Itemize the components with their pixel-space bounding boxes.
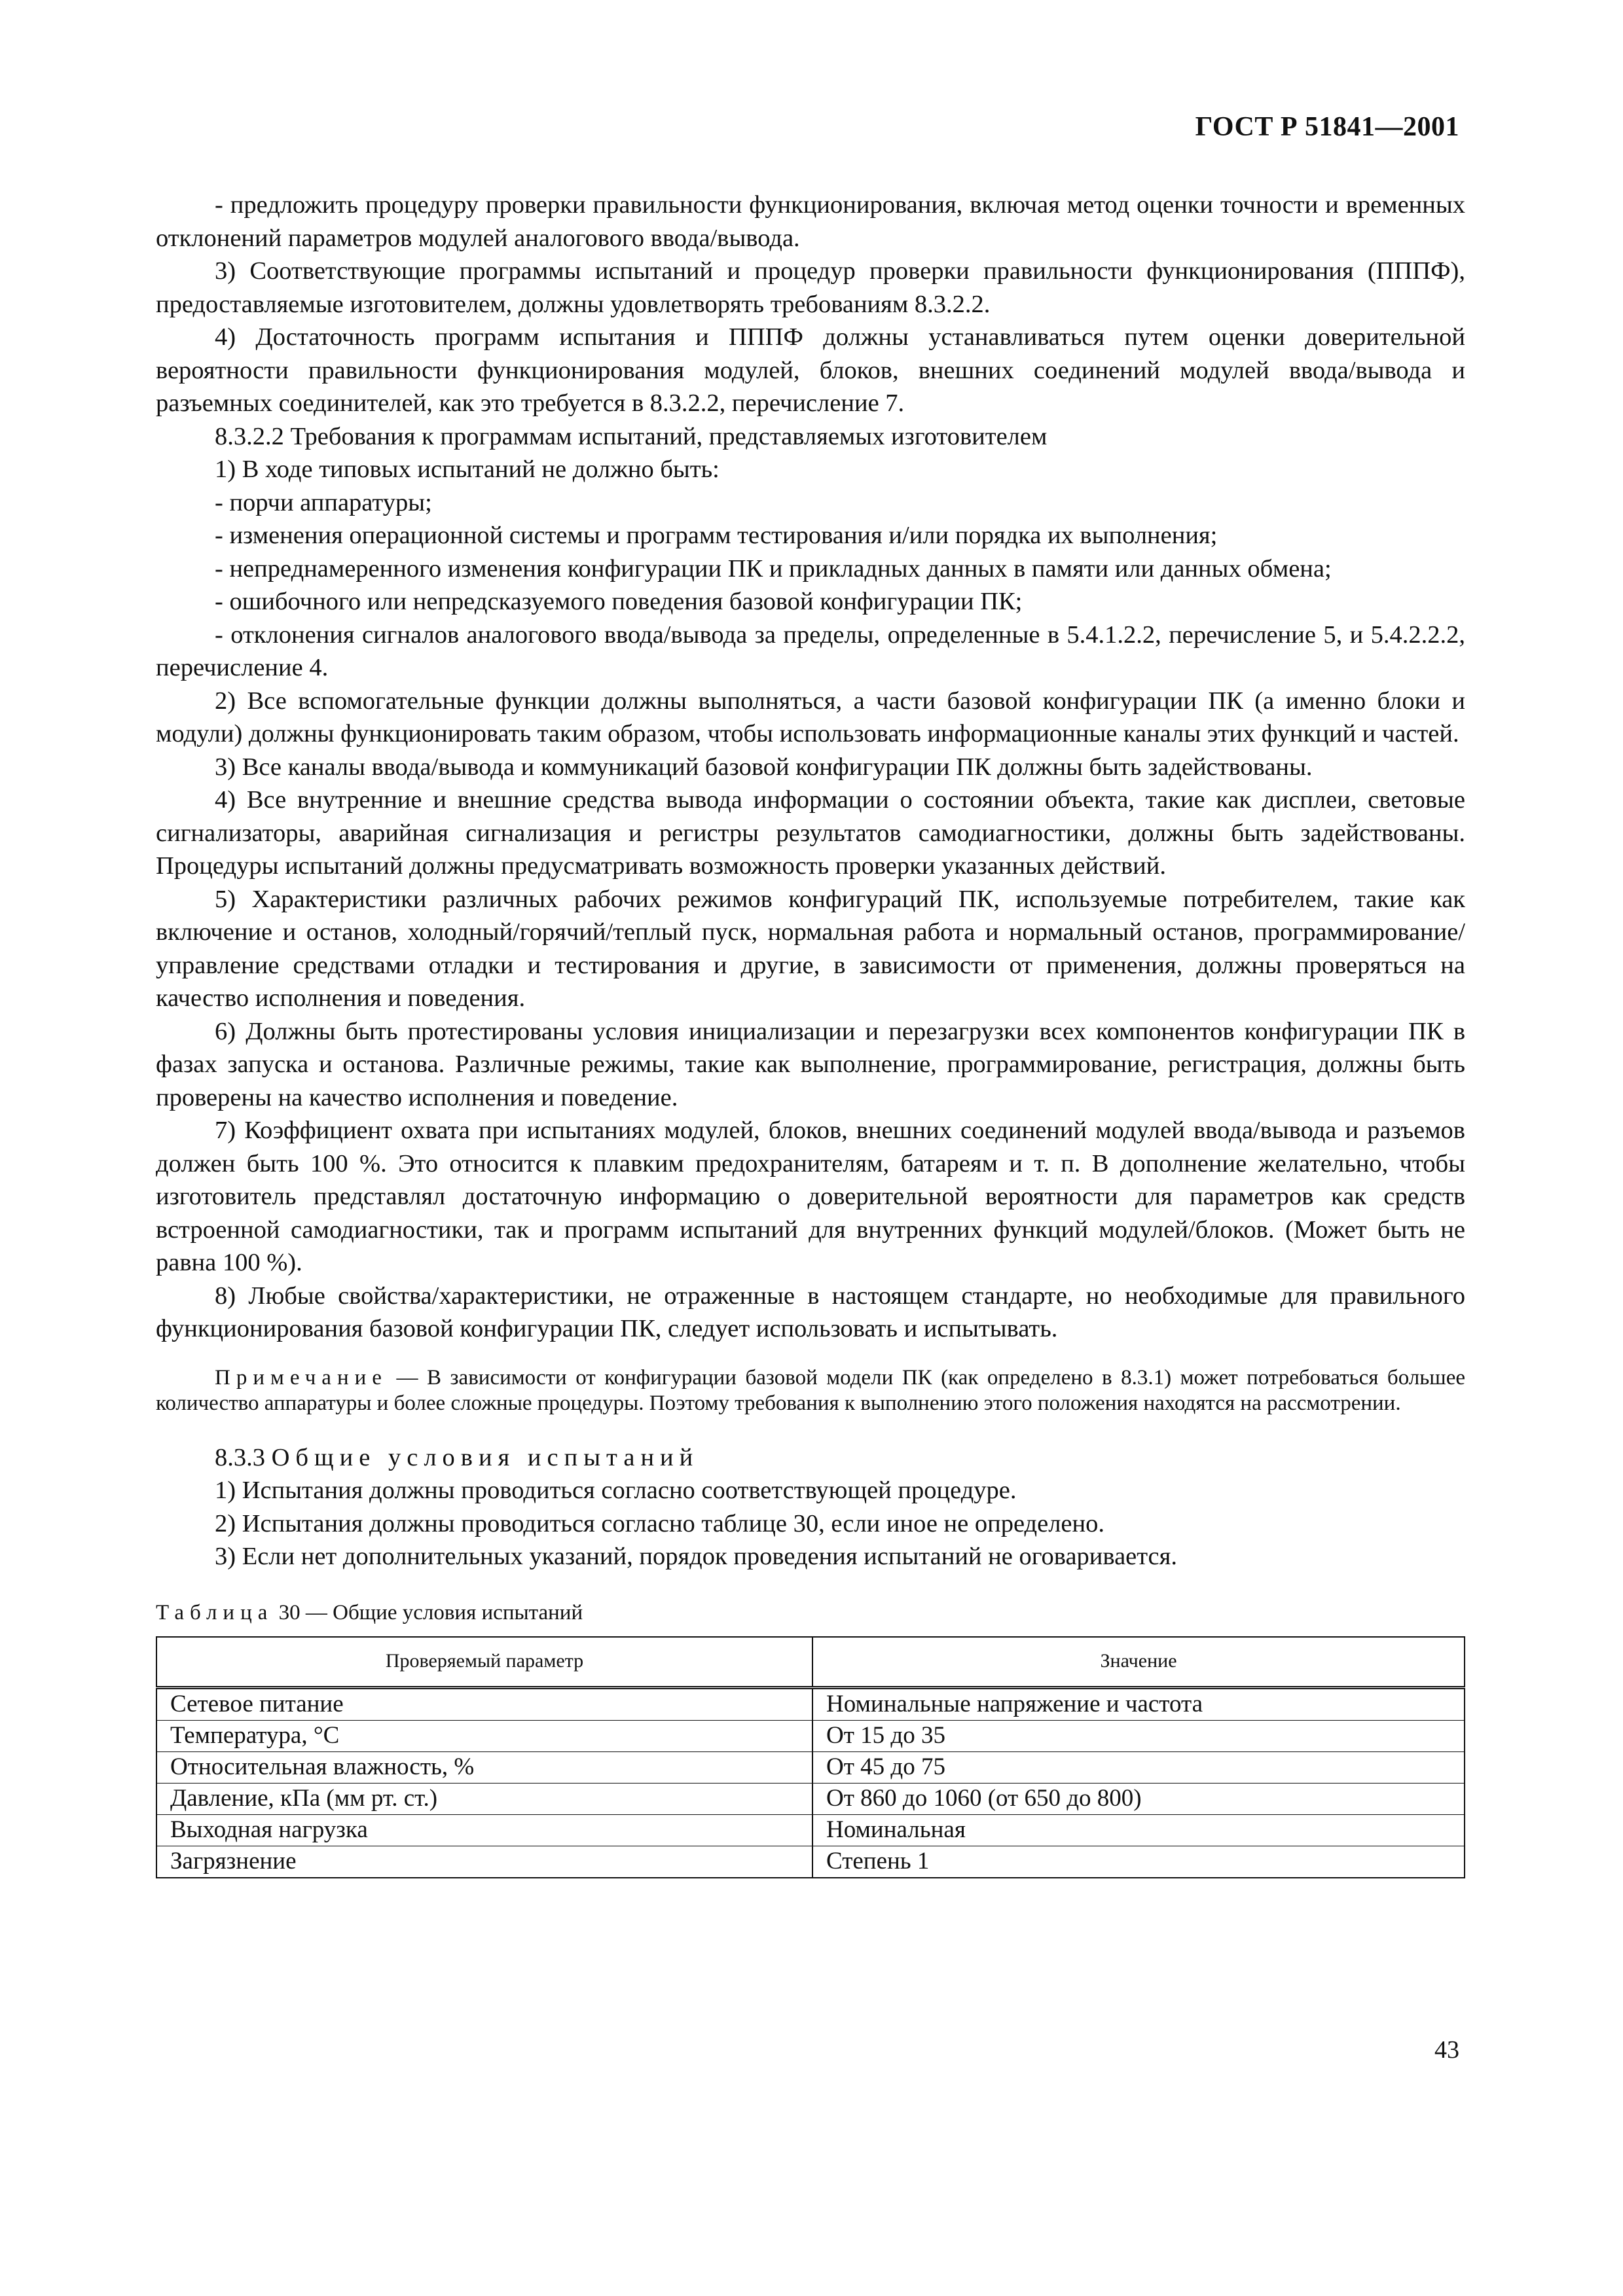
table-cell: Номинальные напряжение и частота <box>812 1687 1465 1720</box>
paragraph: 6) Должны быть протестированы условия инициализации и перезагрузки всех компонентов конфигурации ПК в фазах запуска и останова. Различные режимы, такие как выполнение, программирование, регистрация, должны быть проверены на качество исполнения и поведение. <box>156 1017 1465 1111</box>
table-row <box>156 1783 1465 1814</box>
table-header-row <box>156 1637 1465 1688</box>
paragraph: 8) Любые свойства/характеристики, не отраженные в настоящем стандарте, но необходимые для правильного функционирования базовой конфигурации ПК, следует использовать и испытывать. <box>156 1282 1465 1342</box>
paragraph: 4) Достаточность программ испытания и ПППФ должны устанавливаться путем оценки доверительной вероятности правильности функционирования модулей, блоков, внешних соединений модулей ввода/вывода и разъемных соединителей, как это требуется в 8.3.2.2, перечисление 7. <box>156 323 1465 417</box>
table-cell: Относительная влажность, % <box>156 1751 812 1783</box>
table-caption-text: 30 — Общие условия испытаний <box>273 1600 583 1624</box>
table-cell: Температура, °С <box>156 1720 812 1751</box>
document-body <box>156 188 1465 1878</box>
table-cell: Степень 1 <box>812 1846 1465 1878</box>
table-row <box>156 1846 1465 1878</box>
list-item: - отклонения сигналов аналогового ввода/вывода за пределы, определенные в 5.4.1.2.2, перечисление 5, и 5.4.2.2.2, перечисление 4. <box>156 620 1465 681</box>
table-cell: Загрязнение <box>156 1846 812 1878</box>
table-cell: От 45 до 75 <box>812 1751 1465 1783</box>
note-label: Примечание <box>215 1365 388 1390</box>
document-id-header: ГОСТ Р 51841—2001 <box>1195 112 1459 142</box>
note-text: — В зависимости от конфигурации базовой модели ПК (как определено в 8.3.1) может потребоваться большее количество аппаратуры и более сложные процедуры. Поэтому требования к выполнению этого положения находятся на рассмотрении. <box>156 1365 1465 1415</box>
section-heading <box>156 1441 1465 1475</box>
list-item: - изменения операционной системы и программ тестирования и/или порядка их выполнения; <box>215 522 1218 549</box>
paragraph: 3) Все каналы ввода/вывода и коммуникаций базовой конфигурации ПК должны быть задействованы. <box>215 753 1313 781</box>
page-number: 43 <box>1434 2036 1459 2064</box>
table-cell: Номинальная <box>812 1814 1465 1846</box>
paragraph: 4) Все внутренние и внешние средства вывода информации о состоянии объекта, такие как дисплеи, световые сигнализаторы, аварийная сигнализация и регистры результатов самодиагностики, должны быть задействованы. Процедуры испытаний должны предусматривать возможность проверки указанных действий. <box>156 786 1465 880</box>
table-row <box>156 1814 1465 1846</box>
table-caption <box>156 1600 1465 1626</box>
conditions-table <box>156 1636 1465 1878</box>
table-cell: Давление, кПа (мм рт. ст.) <box>156 1783 812 1814</box>
clause-heading: 8.3.2.2 Требования к программам испытаний, представляемых изготовителем <box>215 422 1048 450</box>
table-cell: От 15 до 35 <box>812 1720 1465 1751</box>
paragraph: - предложить процедуру проверки правильности функционирования, включая метод оценки точности и временных отклонений параметров модулей аналогового ввода/вывода. <box>156 191 1465 252</box>
paragraph: 7) Коэффициент охвата при испытаниях модулей, блоков, внешних соединений модулей ввода/вывода и разъемов должен быть 100 %. Это относится к плавким предохранителям, батареям и т. п. В дополнение желательно, чтобы изготовитель представлял достаточную информацию о доверительной вероятности для параметров как средств встроенной самодиагностики, так и программ испытаний для внутренних функций модулей/блоков. (Может быть не равна 100 %). <box>156 1117 1465 1276</box>
table-cell: Выходная нагрузка <box>156 1814 812 1846</box>
table-cell: От 860 до 1060 (от 650 до 800) <box>812 1783 1465 1814</box>
note <box>156 1365 1465 1416</box>
list-item: 3) Если нет дополнительных указаний, порядок проведения испытаний не оговаривается. <box>215 1543 1177 1570</box>
list-item: 2) Испытания должны проводиться согласно таблице 30, если иное не определено. <box>215 1509 1104 1537</box>
list-item: 1) Испытания должны проводиться согласно соответствующей процедуре. <box>215 1477 1017 1504</box>
table-row <box>156 1687 1465 1720</box>
section-number: 8.3.3 <box>215 1443 265 1471</box>
table-row <box>156 1751 1465 1783</box>
paragraph: 3) Соответствующие программы испытаний и процедур проверки правильности функционирования (ПППФ), предоставляемые изготовителем, должны удовлетворять требованиям 8.3.2.2. <box>156 257 1465 318</box>
section-title: Общие условия испытаний <box>271 1443 699 1471</box>
column-header: Проверяемый параметр <box>156 1637 812 1688</box>
paragraph: 2) Все вспомогательные функции должны выполняться, а части базовой конфигурации ПК (а именно блоки и модули) должны функционировать таким образом, чтобы использовать информационные каналы этих функций и частей. <box>156 687 1465 747</box>
list-item: - непреднамеренного изменения конфигурации ПК и прикладных данных в памяти или данных обмена; <box>215 554 1332 583</box>
table-cell: Сетевое питание <box>156 1687 812 1720</box>
list-item: - порчи аппаратуры; <box>215 488 432 516</box>
table-row <box>156 1720 1465 1751</box>
column-header: Значение <box>812 1637 1465 1688</box>
paragraph: 1) В ходе типовых испытаний не должно быть: <box>215 456 720 483</box>
list-item: - ошибочного или непредсказуемого поведения базовой конфигурации ПК; <box>215 588 1023 615</box>
paragraph: 5) Характеристики различных рабочих режимов конфигураций ПК, используемые потребителем, такие как включение и останов, холодный/горячий/теплый пуск, нормальная работа и нормальный останов, программирование/управление средствами отладки и тестирования и другие, в зависимости от применения, должны проверяться на качество исполнения и поведения. <box>156 885 1465 1012</box>
table-caption-label: Таблица <box>156 1600 274 1624</box>
